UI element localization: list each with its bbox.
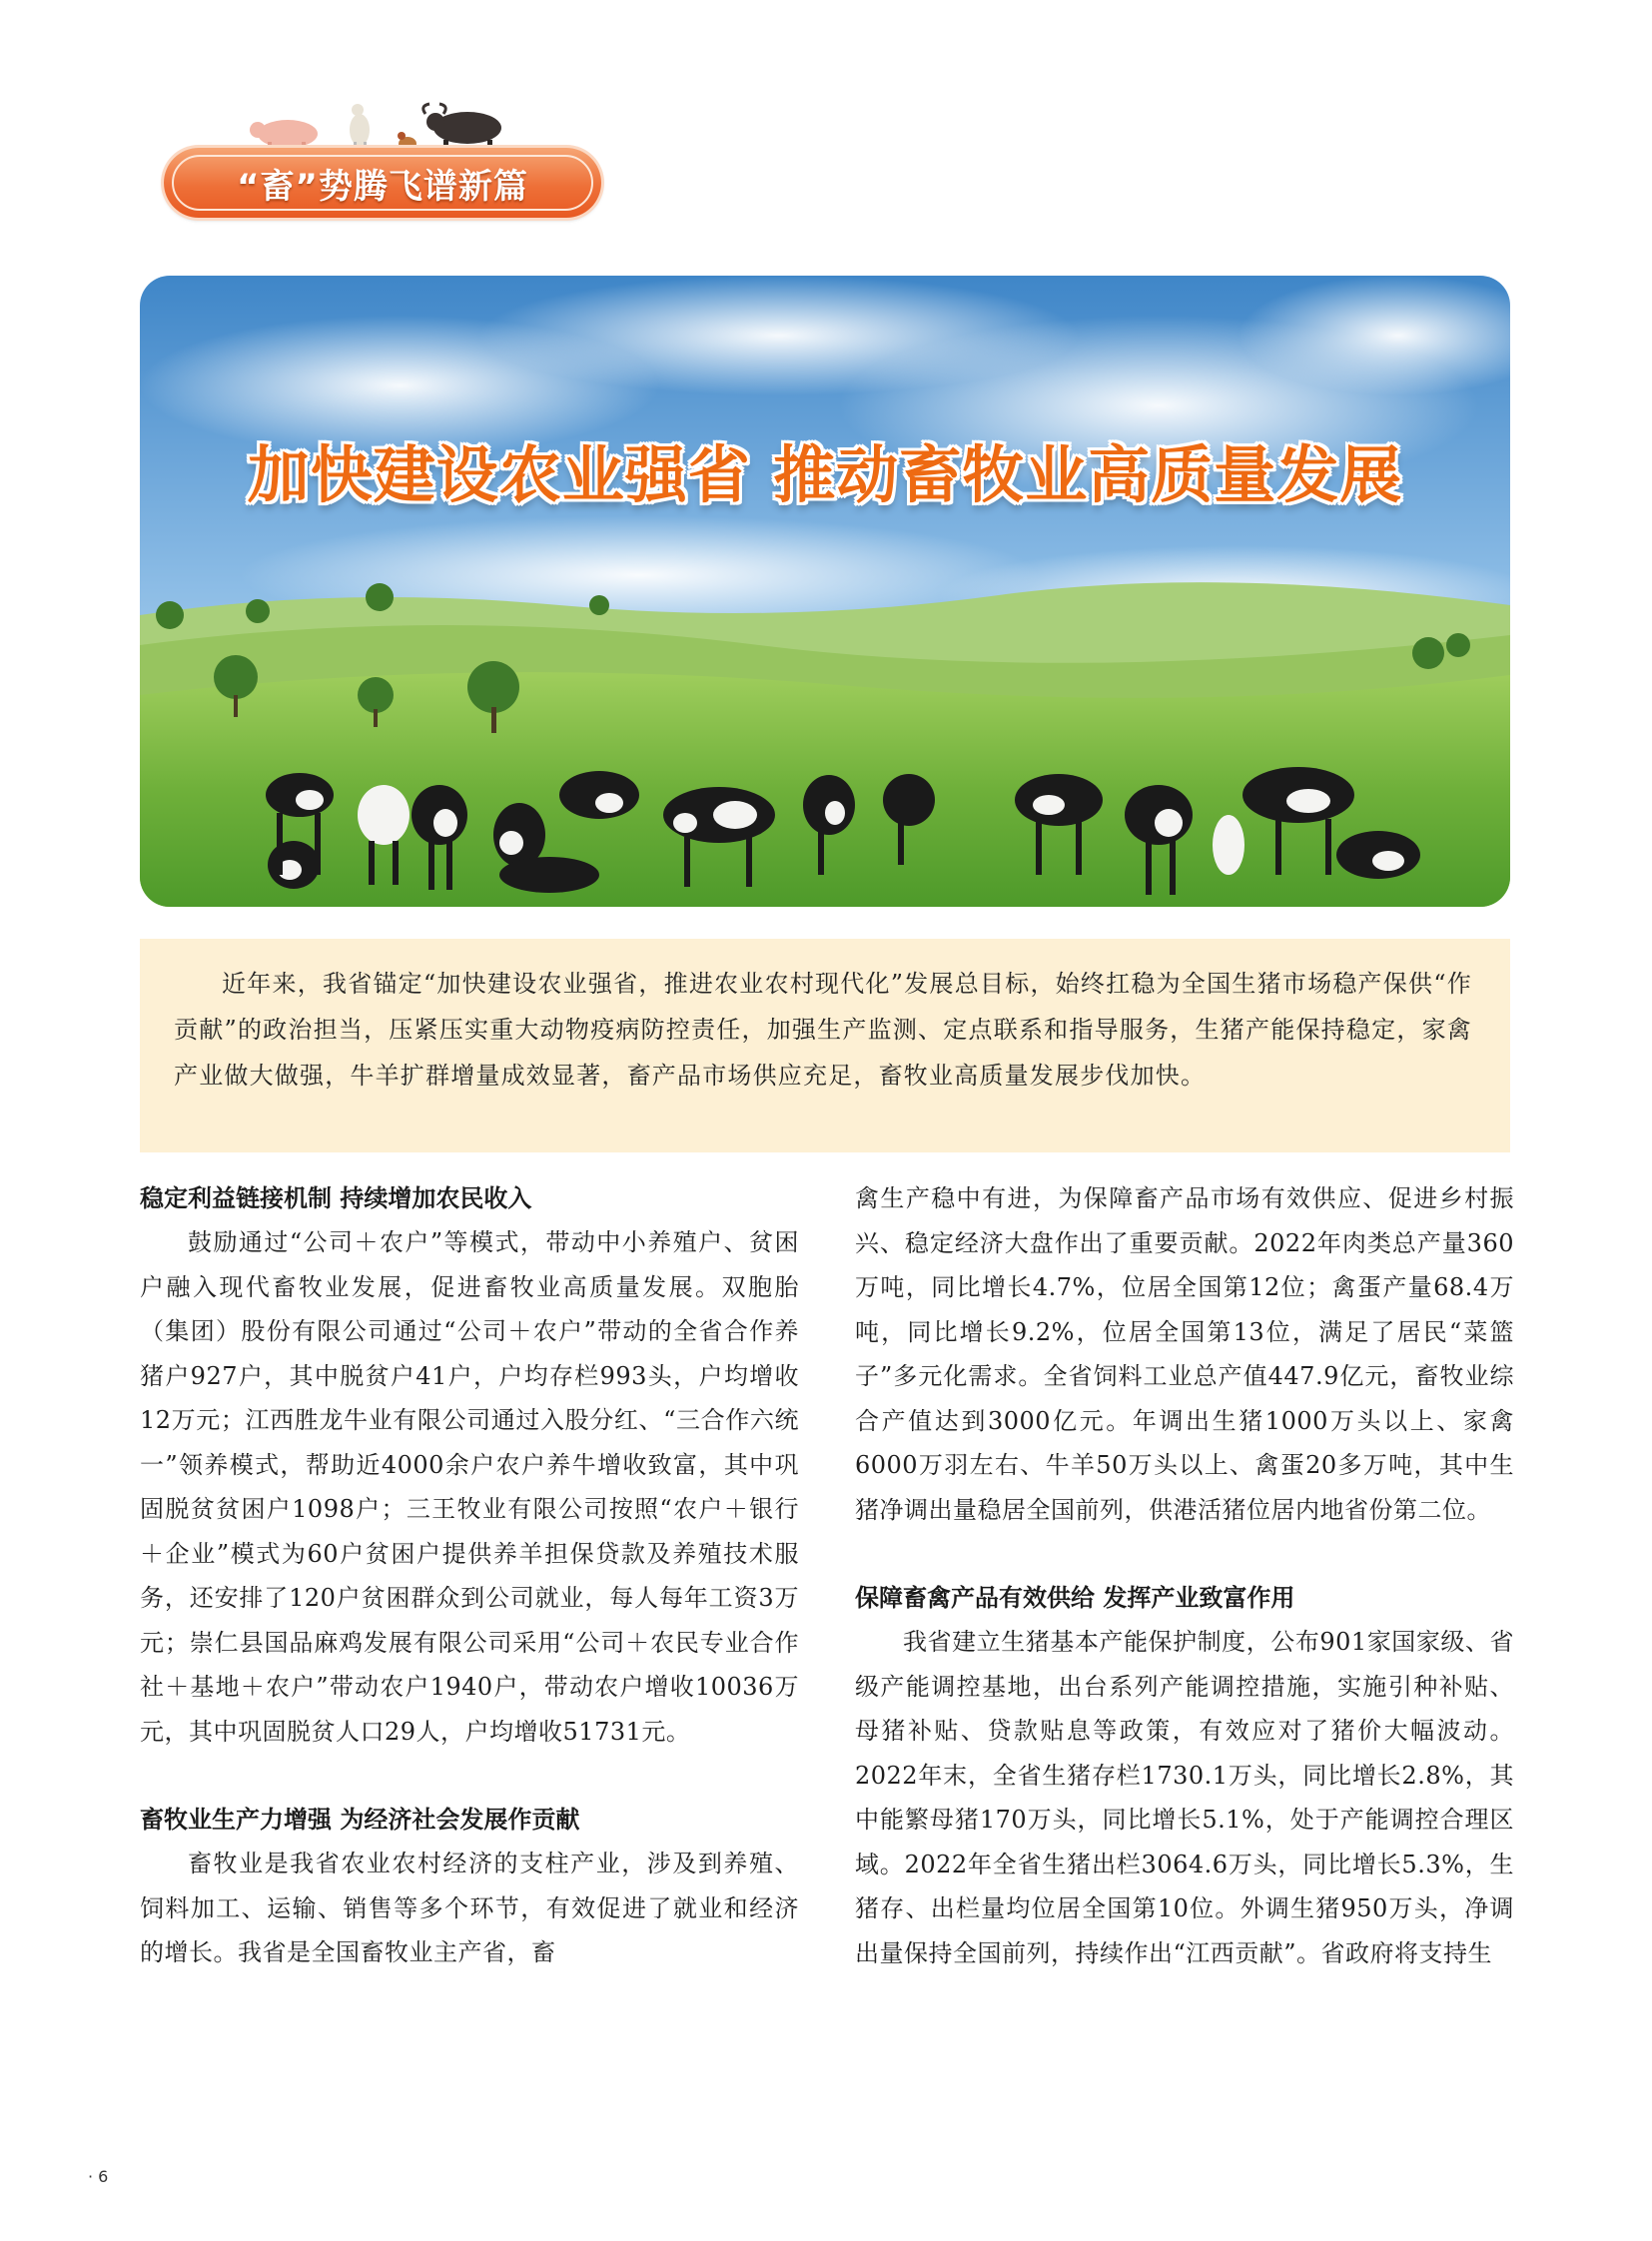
grassland-photo (140, 276, 1510, 907)
right-column (855, 1176, 1514, 1975)
intro-text: 近年来，我省锚定“加快建设农业强省，推进农业农村现代化”发展总目标，始终扛稳为全国生猪市场稳产保供“作贡献”的政治担当，压紧压实重大动物疫病防控责任，加强生产监测、定点联系和指导服务，生猪产能保持稳定，家禽产业做大做强，牛羊扩群增量成效显著，畜产品市场供应充足，畜牧业高质量发展步伐加快。 (174, 970, 1472, 1090)
section-paragraph-productivity-continued: 禽生产稳中有进，为保障畜产品市场有效供应、促进乡村振兴、稳定经济大盘作出了重要贡献。2022年肉类总产量360万吨，同比增长4.7%，位居全国第12位；禽蛋产量68.4万吨，同比增长9.2%，位居全国第13位，满足了居民“菜篮子”多元化需求。全省饲料工业总产值447.9亿元，畜牧业综合产值达到3000亿元。年调出生猪1000万头以上、家禽6000万羽左右、牛羊50万头以上、禽蛋20多万吨，其中生猪净调出量稳居全国前列，供港活猪位居内地省份第二位。 (855, 1184, 1514, 1524)
intro-box (140, 939, 1510, 1152)
section-banner (164, 148, 601, 218)
page-number: · 6 (88, 2167, 109, 2186)
section-heading-productivity: 畜牧业生产力增强 为经济社会发展作贡献 (140, 1806, 580, 1834)
section-heading-supply: 保障畜禽产品有效供给 发挥产业致富作用 (855, 1584, 1295, 1612)
hero-image (140, 276, 1510, 907)
left-column (140, 1176, 799, 1975)
hero-title: 加快建设农业强省 推动畜牧业高质量发展 (247, 438, 1403, 511)
section-heading-income: 稳定利益链接机制 持续增加农民收入 (140, 1184, 532, 1212)
section-paragraph-income: 鼓励通过“公司＋农户”等模式，带动中小养殖户、贫困户融入现代畜牧业发展，促进畜牧业高质量发展。双胞胎（集团）股份有限公司通过“公司＋农户”带动的全省合作养猪户927户，其中脱贫户41户，户均存栏993头，户均增收12万元；江西胜龙牛业有限公司通过入股分红、“三合作六统一”领养模式，帮助近4000余户农户养牛增收致富，其中巩固脱贫贫困户1098户；三王牧业有限公司按照“农户＋银行＋企业”模式为60户贫困户提供养羊担保贷款及养殖技术服务，还安排了120户贫困群众到公司就业，每人每年工资3万元；崇仁县国品麻鸡发展有限公司采用“公司＋农民专业合作社＋基地＋农户”带动农户1940户，带动农户增收10036万元，其中巩固脱贫人口29人，户均增收51731元。 (140, 1228, 799, 1746)
section-paragraph-productivity: 畜牧业是我省农业农村经济的支柱产业，涉及到养殖、饲料加工、运输、销售等多个环节，有效促进了就业和经济的增长。我省是全国畜牧业主产省，畜 (140, 1850, 799, 1966)
section-paragraph-supply: 我省建立生猪基本产能保护制度，公布901家国家级、省级产能调控基地，出台系列产能调控措施，实施引种补贴、母猪补贴、贷款贴息等政策，有效应对了猪价大幅波动。2022年末，全省生猪存栏1730.1万头，同比增长2.8%，其中能繁母猪170万头，同比增长5.1%，处于产能调控合理区域。2022年全省生猪出栏3064.6万头，同比增长5.3%，生猪存、出栏量均位居全国第10位。外调生猪950万头，净调出量保持全国前列，持续作出“江西贡献”。省政府将支持生 (855, 1628, 1514, 1967)
section-banner-label: “畜”势腾飞谱新篇 (237, 166, 528, 207)
